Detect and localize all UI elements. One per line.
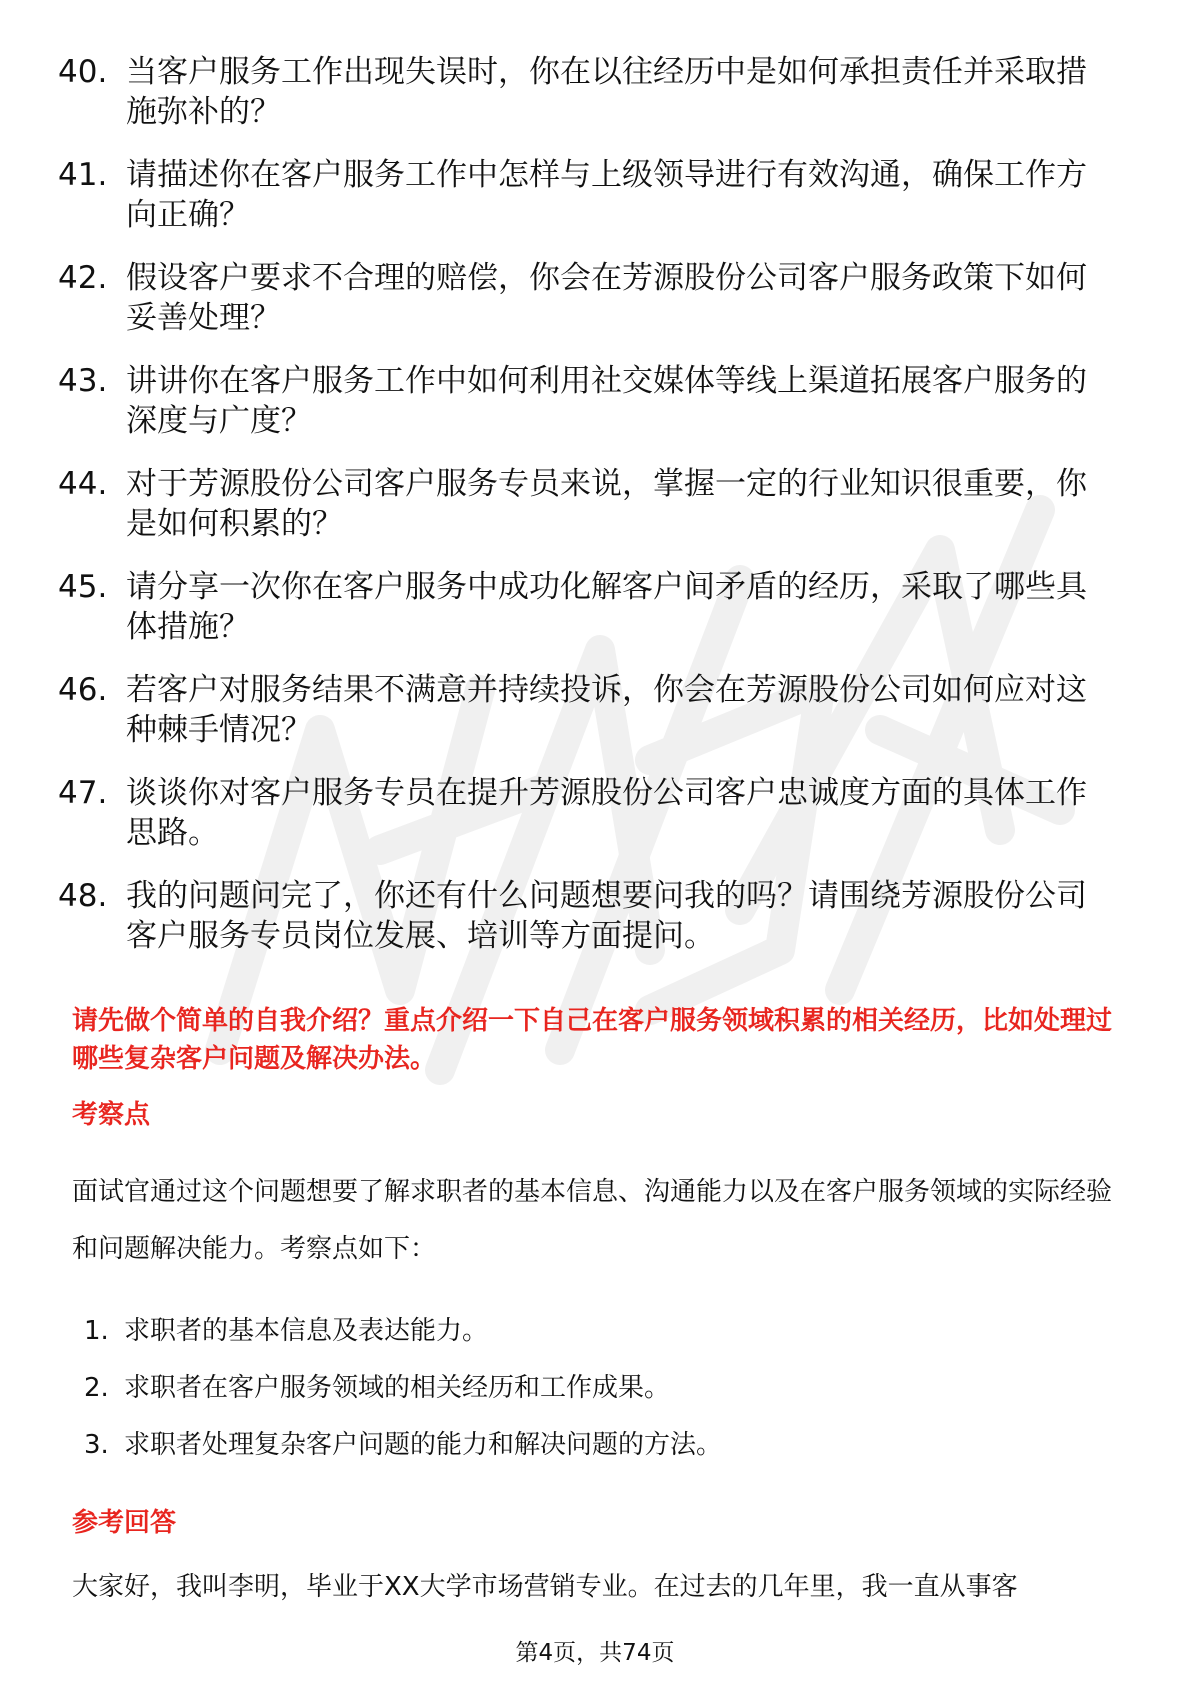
question-item (58, 258, 1118, 338)
page-footer: 第4页，共74页 (515, 1640, 675, 1666)
reference-title: 参考回答 (72, 1508, 177, 1538)
question-list (58, 52, 1118, 979)
question-item (58, 464, 1118, 544)
question-number: 44. (58, 466, 108, 502)
highlighted-question: 请先做个简单的自我介绍？重点介绍一下自己在客户服务领域积累的相关经历，比如处理过哪些复杂客户问题及解决办法。 (72, 1006, 1113, 1074)
question-number: 48. (58, 878, 108, 914)
question-text: 请描述你在客户服务工作中怎样与上级领导进行有效沟通，确保工作方向正确？ (126, 157, 1087, 233)
question-item (58, 155, 1118, 235)
question-number: 41. (58, 157, 108, 193)
question-text: 当客户服务工作出现失误时，你在以往经历中是如何承担责任并采取措施弥补的？ (126, 54, 1087, 130)
question-number: 46. (58, 672, 108, 708)
assessment-point (84, 1314, 1084, 1348)
question-text: 请分享一次你在客户服务中成功化解客户间矛盾的经历，采取了哪些具体措施？ (126, 569, 1087, 645)
question-text: 讲讲你在客户服务工作中如何利用社交媒体等线上渠道拓展客户服务的深度与广度？ (126, 363, 1087, 439)
question-item (58, 567, 1118, 647)
question-number: 42. (58, 260, 108, 296)
assessment-points (84, 1314, 1084, 1485)
question-item (58, 361, 1118, 441)
point-text: 求职者处理复杂客户问题的能力和解决问题的方法。 (124, 1430, 723, 1460)
assessment-point (84, 1428, 1084, 1462)
point-number: 2. (84, 1373, 109, 1403)
question-text: 假设客户要求不合理的赔偿，你会在芳源股份公司客户服务政策下如何妥善处理？ (126, 260, 1087, 336)
question-text: 我的问题问完了，你还有什么问题想要问我的吗？请围绕芳源股份公司客户服务专员岗位发展、培训等方面提问。 (126, 878, 1087, 954)
question-item (58, 670, 1118, 750)
point-number: 3. (84, 1430, 109, 1460)
question-text: 谈谈你对客户服务专员在提升芳源股份公司客户忠诚度方面的具体工作思路。 (126, 775, 1087, 851)
question-item (58, 876, 1118, 956)
point-text: 求职者的基本信息及表达能力。 (124, 1316, 489, 1346)
assessment-point (84, 1371, 1084, 1405)
question-item (58, 52, 1118, 132)
question-text: 若客户对服务结果不满意并持续投诉，你会在芳源股份公司如何应对这种棘手情况？ (126, 672, 1087, 748)
point-text: 求职者在客户服务领域的相关经历和工作成果。 (124, 1373, 671, 1403)
reference-answer: 大家好，我叫李明，毕业于XX大学市场营销专业。在过去的几年里，我一直从事客 (72, 1572, 1018, 1602)
question-number: 45. (58, 569, 108, 605)
point-number: 1. (84, 1316, 109, 1346)
question-number: 47. (58, 775, 108, 811)
question-text: 对于芳源股份公司客户服务专员来说，掌握一定的行业知识很重要，你是如何积累的？ (126, 466, 1087, 542)
assessment-title: 考察点 (72, 1100, 151, 1130)
question-number: 43. (58, 363, 108, 399)
assessment-intro: 面试官通过这个问题想要了解求职者的基本信息、沟通能力以及在客户服务领域的实际经验和问题解决能力。考察点如下： (72, 1177, 1113, 1264)
question-item (58, 773, 1118, 853)
question-number: 40. (58, 54, 108, 90)
